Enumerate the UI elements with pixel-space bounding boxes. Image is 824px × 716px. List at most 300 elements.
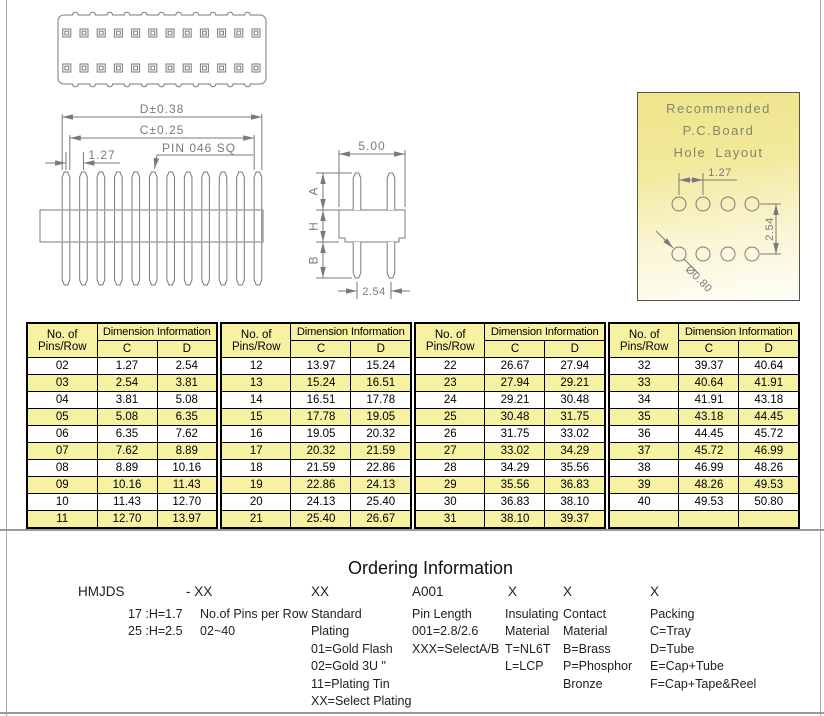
hole-dim-pitch: 1.27: [708, 167, 732, 179]
table-row: [415, 443, 605, 460]
table-cell: 35.56: [545, 460, 605, 477]
table-cell: 21: [221, 511, 291, 529]
table-cell: 32: [609, 358, 679, 375]
table-cell: 27.94: [545, 358, 605, 375]
dim-label-row-pitch: 2.54: [362, 286, 386, 298]
table-cell: 35.56: [485, 477, 545, 494]
ordering-option-line: Packing: [650, 607, 695, 621]
top-view-drawing: [58, 12, 266, 87]
pin-square-inner: [151, 66, 155, 70]
pin: [149, 242, 157, 285]
dimension-table-group: [220, 322, 412, 529]
table-cell: 12.70: [97, 511, 157, 529]
pin-square: [166, 29, 174, 37]
table-cell: 28: [415, 460, 485, 477]
table-cell: 10.16: [157, 460, 217, 477]
table-cell: 39: [609, 477, 679, 494]
table-cell: 2.54: [157, 358, 217, 375]
hole-layout-title-line2: P.C.Board: [682, 123, 755, 138]
table-row: [221, 477, 411, 494]
pin: [115, 242, 123, 285]
table-cell: 15: [221, 409, 291, 426]
ordering-option-line: B=Brass: [563, 641, 611, 656]
pin-square-inner: [134, 31, 138, 35]
header-col-d: D: [545, 341, 605, 358]
pin-square: [97, 29, 105, 37]
table-cell: 10.16: [97, 477, 157, 494]
pin-square-inner: [220, 31, 224, 35]
hole-layout-title-line1: Recommended: [666, 101, 771, 116]
pin: [80, 242, 88, 285]
table-cell: 35: [609, 409, 679, 426]
pin-square: [252, 29, 260, 37]
table-cell: 6.35: [97, 426, 157, 443]
front-view-drawing: [40, 172, 263, 285]
hole: [745, 247, 759, 261]
ordering-option-line: 11=Plating Tin: [311, 676, 390, 691]
ordering-option-line: 01=Gold Flash: [311, 641, 393, 656]
pin: [97, 172, 105, 210]
table-cell: 34.29: [545, 443, 605, 460]
table-cell: 38: [609, 460, 679, 477]
table-cell: 3.81: [97, 392, 157, 409]
table-cell: 30.48: [485, 409, 545, 426]
table-row: [27, 426, 217, 443]
pin: [132, 242, 140, 285]
table-cell: 16: [221, 426, 291, 443]
table-row: [415, 426, 605, 443]
table-cell: 6.35: [157, 409, 217, 426]
ordering-option-line: Contact: [563, 607, 607, 621]
table-cell: 19.05: [351, 409, 411, 426]
table-cell: 11.43: [157, 477, 217, 494]
table-cell: 27.94: [485, 375, 545, 392]
pin-square-inner: [151, 31, 155, 35]
pin: [115, 172, 123, 210]
ordering-option-line: D=Tube: [650, 641, 695, 656]
pin: [353, 242, 361, 278]
table-cell: 15.24: [351, 358, 411, 375]
table-cell: 1.27: [97, 358, 157, 375]
dim-label-h: H: [306, 221, 321, 231]
table-cell: 24: [415, 392, 485, 409]
table-cell: 36.83: [485, 494, 545, 511]
table-cell: 5.08: [97, 409, 157, 426]
ordering-option-line: 25 :H=2.5: [128, 624, 183, 639]
table-cell: 45.72: [679, 443, 739, 460]
table-cell: 18: [221, 460, 291, 477]
ordering-option-line: Pin Length: [412, 607, 472, 621]
pin: [62, 172, 70, 210]
table-cell: 34: [609, 392, 679, 409]
table-cell: 8.89: [97, 460, 157, 477]
table-row: [221, 375, 411, 392]
ordering-code-part: X: [650, 584, 660, 599]
table-row: [415, 477, 605, 494]
table-cell: 13: [221, 375, 291, 392]
table-cell: 09: [27, 477, 97, 494]
table-row: [415, 494, 605, 511]
table-cell: 46.99: [679, 460, 739, 477]
table-cell: 19.05: [291, 426, 351, 443]
table-cell: 30.48: [545, 392, 605, 409]
table-row: [609, 409, 799, 426]
front-view-body: [40, 210, 263, 242]
hole: [745, 197, 759, 211]
header-col-d: D: [351, 341, 411, 358]
ordering-code-part: XX: [311, 584, 330, 599]
table-cell: 03: [27, 375, 97, 392]
pin: [80, 172, 88, 210]
header-pins-per-row: No. of Pins/Row: [415, 323, 485, 358]
table-cell: 5.08: [157, 392, 217, 409]
ordering-option-line: Plating: [311, 624, 350, 639]
table-cell: 43.18: [739, 392, 799, 409]
table-row: [609, 460, 799, 477]
pin-square-inner: [99, 31, 103, 35]
table-row: [221, 392, 411, 409]
table-row: [609, 443, 799, 460]
table-row: [221, 494, 411, 511]
pin: [149, 172, 157, 210]
dim-label-pitch: 1.27: [88, 148, 116, 162]
table-cell: 33.02: [545, 426, 605, 443]
table-cell: 29.21: [485, 392, 545, 409]
dimension-table-group: [26, 322, 218, 529]
table-cell: 25.40: [351, 494, 411, 511]
header-col-c: C: [97, 341, 157, 358]
table-cell: 38.10: [545, 494, 605, 511]
table-cell: 50.80: [739, 494, 799, 511]
pin-square-inner: [185, 66, 189, 70]
table-row: [415, 375, 605, 392]
pin-square-inner: [254, 66, 258, 70]
pin-square: [218, 29, 226, 37]
hole-dim-diameter: Ø0.80: [682, 263, 715, 296]
table-cell: 49.53: [679, 494, 739, 511]
dim-label-a: A: [306, 186, 321, 196]
hole-layout-drawing: [638, 93, 799, 300]
pin-square: [200, 29, 208, 37]
table-cell: 25.40: [291, 511, 351, 529]
table-cell: 27: [415, 443, 485, 460]
hole-dim-row-pitch: 2.54: [764, 217, 776, 241]
table-cell: 02: [27, 358, 97, 375]
ordering-option-line: C=Tray: [650, 624, 691, 639]
pin-square: [235, 64, 243, 72]
header-dimension-information: Dimension Information: [485, 323, 605, 341]
table-row: [415, 409, 605, 426]
header-col-c: C: [485, 341, 545, 358]
table-cell: 19: [221, 477, 291, 494]
dimension-table-section: [26, 322, 800, 529]
side-view-body: [339, 210, 405, 242]
table-row: [27, 511, 217, 529]
table-cell: 06: [27, 426, 97, 443]
table-cell: 37: [609, 443, 679, 460]
pin: [387, 242, 395, 278]
header-col-d: D: [739, 341, 799, 358]
pin-square-inner: [237, 66, 241, 70]
hole: [721, 197, 735, 211]
pin: [62, 242, 70, 285]
table-cell: 30: [415, 494, 485, 511]
ordering-option-line: F=Cap+Tape&Reel: [650, 676, 757, 691]
pin-square: [132, 64, 140, 72]
pin-square: [80, 64, 88, 72]
pin-square-inner: [82, 31, 86, 35]
table-cell: 36.83: [545, 477, 605, 494]
ordering-option-line: 02=Gold 3U ": [311, 659, 386, 674]
table-cell: 40: [609, 494, 679, 511]
table-row: [27, 443, 217, 460]
hole: [696, 247, 710, 261]
pin-square-inner: [254, 31, 258, 35]
table-cell: 33: [609, 375, 679, 392]
table-cell: 04: [27, 392, 97, 409]
header-pins-per-row: No. of Pins/Row: [221, 323, 291, 358]
table-cell: 26: [415, 426, 485, 443]
pin-square: [149, 29, 157, 37]
pin-square: [97, 64, 105, 72]
table-cell: [679, 511, 739, 529]
pin: [254, 242, 262, 285]
table-cell: 16.51: [291, 392, 351, 409]
table-row: [27, 409, 217, 426]
dim-label-overall: D±0.38: [139, 102, 185, 116]
pin-square: [252, 64, 260, 72]
table-row: [415, 358, 605, 375]
ordering-code-part: A001: [412, 584, 444, 599]
pin-square-inner: [237, 31, 241, 35]
table-cell: 41.91: [679, 392, 739, 409]
table-row: [609, 494, 799, 511]
pin: [353, 173, 361, 210]
table-row: [609, 358, 799, 375]
pin-square: [235, 29, 243, 37]
pin-square-inner: [82, 66, 86, 70]
page-border-bottom: [0, 712, 824, 714]
section-divider: [0, 529, 824, 531]
table-cell: 17.78: [291, 409, 351, 426]
table-row: [221, 460, 411, 477]
table-cell: 48.26: [739, 460, 799, 477]
pin-square: [114, 64, 122, 72]
dim-label-b: B: [306, 255, 321, 265]
table-cell: 33.02: [485, 443, 545, 460]
pin: [97, 242, 105, 285]
table-row: [609, 426, 799, 443]
table-cell: 25: [415, 409, 485, 426]
table-cell: 48.26: [679, 477, 739, 494]
pin-square-inner: [134, 66, 138, 70]
table-row: [609, 392, 799, 409]
table-row: [27, 375, 217, 392]
table-row: [27, 460, 217, 477]
table-row: [415, 392, 605, 409]
table-cell: 40.64: [739, 358, 799, 375]
header-col-c: C: [679, 341, 739, 358]
header-dimension-information: Dimension Information: [97, 323, 217, 341]
table-row: [221, 511, 411, 529]
table-row: [415, 460, 605, 477]
table-cell: 12: [221, 358, 291, 375]
table-cell: 46.99: [739, 443, 799, 460]
table-cell: 12.70: [157, 494, 217, 511]
table-cell: 22.86: [351, 460, 411, 477]
table-cell: 17.78: [351, 392, 411, 409]
pin-callout-label: PIN 046 SQ: [162, 141, 237, 155]
table-cell: 40.64: [679, 375, 739, 392]
table-row: [609, 477, 799, 494]
table-cell: 31.75: [485, 426, 545, 443]
table-cell: 20: [221, 494, 291, 511]
table-cell: 8.89: [157, 443, 217, 460]
pin-square: [80, 29, 88, 37]
table-cell: 20.32: [291, 443, 351, 460]
pin: [167, 172, 175, 210]
table-row: [221, 409, 411, 426]
pin: [184, 242, 192, 285]
ordering-option-line: 001=2.8/2.6: [412, 624, 479, 639]
table-cell: 15.24: [291, 375, 351, 392]
front-view-dimensions: [45, 102, 262, 170]
hole: [696, 197, 710, 211]
ordering-option-line: E=Cap+Tube: [650, 659, 724, 674]
table-cell: 21.59: [351, 443, 411, 460]
table-cell: 3.81: [157, 375, 217, 392]
table-cell: [739, 511, 799, 529]
table-cell: 13.97: [157, 511, 217, 529]
table-cell: 36: [609, 426, 679, 443]
ordering-option-line: 17 :H=1.7: [128, 607, 183, 621]
table-cell: 13.97: [291, 358, 351, 375]
table-cell: 29: [415, 477, 485, 494]
ordering-code-part: - XX: [186, 584, 213, 599]
table-cell: 20.32: [351, 426, 411, 443]
hole-layout-box: [637, 92, 800, 301]
header-col-d: D: [157, 341, 217, 358]
table-cell: 44.45: [679, 426, 739, 443]
ordering-code-part: HMJDS: [78, 584, 125, 599]
table-cell: 11: [27, 511, 97, 529]
table-cell: 16.51: [351, 375, 411, 392]
ordering-option-line: 02~40: [200, 624, 236, 639]
table-cell: 7.62: [157, 426, 217, 443]
pin: [202, 172, 210, 210]
pin: [254, 172, 262, 210]
pin: [184, 172, 192, 210]
pin-square-inner: [117, 31, 121, 35]
table-cell: 22.86: [291, 477, 351, 494]
hole: [672, 247, 686, 261]
pin-square-inner: [220, 66, 224, 70]
ordering-option-line: Bronze: [563, 676, 603, 691]
table-cell: 11.43: [97, 494, 157, 511]
table-cell: 31.75: [545, 409, 605, 426]
table-cell: 39.37: [679, 358, 739, 375]
pin-square-inner: [65, 66, 69, 70]
ordering-option-line: Material: [505, 624, 550, 639]
pin: [219, 172, 227, 210]
table-cell: 26.67: [351, 511, 411, 529]
header-pins-per-row: No. of Pins/Row: [609, 323, 679, 358]
pin-square: [183, 29, 191, 37]
ordering-option-line: XXX=SelectA/B: [412, 641, 500, 656]
table-cell: 21.59: [291, 460, 351, 477]
table-cell: 39.37: [545, 511, 605, 529]
table-cell: 08: [27, 460, 97, 477]
pin: [237, 172, 245, 210]
table-cell: 43.18: [679, 409, 739, 426]
ordering-option-line: T=NL6T: [505, 641, 551, 656]
table-row: [27, 477, 217, 494]
table-row: [221, 358, 411, 375]
pin-square-inner: [168, 31, 172, 35]
pin: [202, 242, 210, 285]
table-row: [609, 375, 799, 392]
table-cell: 45.72: [739, 426, 799, 443]
table-cell: 24.13: [351, 477, 411, 494]
ordering-option-line: No.of Pins per Row: [200, 607, 308, 621]
pin-square: [200, 64, 208, 72]
table-row: [27, 494, 217, 511]
pin-square: [63, 29, 71, 37]
header-pins-per-row: No. of Pins/Row: [27, 323, 97, 358]
table-row: [221, 426, 411, 443]
ordering-option-line: Material: [563, 624, 608, 639]
hole: [721, 247, 735, 261]
table-cell: 49.53: [739, 477, 799, 494]
table-cell: 07: [27, 443, 97, 460]
ordering-option-line: L=LCP: [505, 659, 544, 674]
table-cell: 26.67: [485, 358, 545, 375]
table-row: [27, 392, 217, 409]
header-dimension-information: Dimension Information: [679, 323, 799, 341]
ordering-option-line: XX=Select Plating: [311, 694, 412, 708]
ordering-title: Ordering Information: [347, 558, 514, 578]
table-cell: 14: [221, 392, 291, 409]
pin-square-inner: [203, 31, 207, 35]
pin-square-inner: [99, 66, 103, 70]
pin-square: [114, 29, 122, 37]
pin: [387, 173, 395, 210]
hole-pattern: [672, 197, 759, 261]
table-cell: 31: [415, 511, 485, 529]
ordering-code-part: X: [508, 584, 518, 599]
top-view-body: [58, 12, 266, 87]
pin: [237, 242, 245, 285]
dimension-table-group: [608, 322, 800, 529]
table-cell: 10: [27, 494, 97, 511]
table-cell: 34.29: [485, 460, 545, 477]
pin-square: [166, 64, 174, 72]
table-cell: 7.62: [97, 443, 157, 460]
pin-square: [218, 64, 226, 72]
table-row: [27, 358, 217, 375]
ordering-option-line: Insulating: [505, 607, 559, 621]
table-cell: 2.54: [97, 375, 157, 392]
hole-layout-title-line3: Hole Layout: [673, 145, 764, 160]
pin-square-inner: [117, 66, 121, 70]
pin: [167, 242, 175, 285]
table-cell: 24.13: [291, 494, 351, 511]
table-row: [221, 443, 411, 460]
pin-square-inner: [185, 31, 189, 35]
table-row: [609, 511, 799, 529]
dimension-table-group: [414, 322, 606, 529]
pin-square: [149, 64, 157, 72]
